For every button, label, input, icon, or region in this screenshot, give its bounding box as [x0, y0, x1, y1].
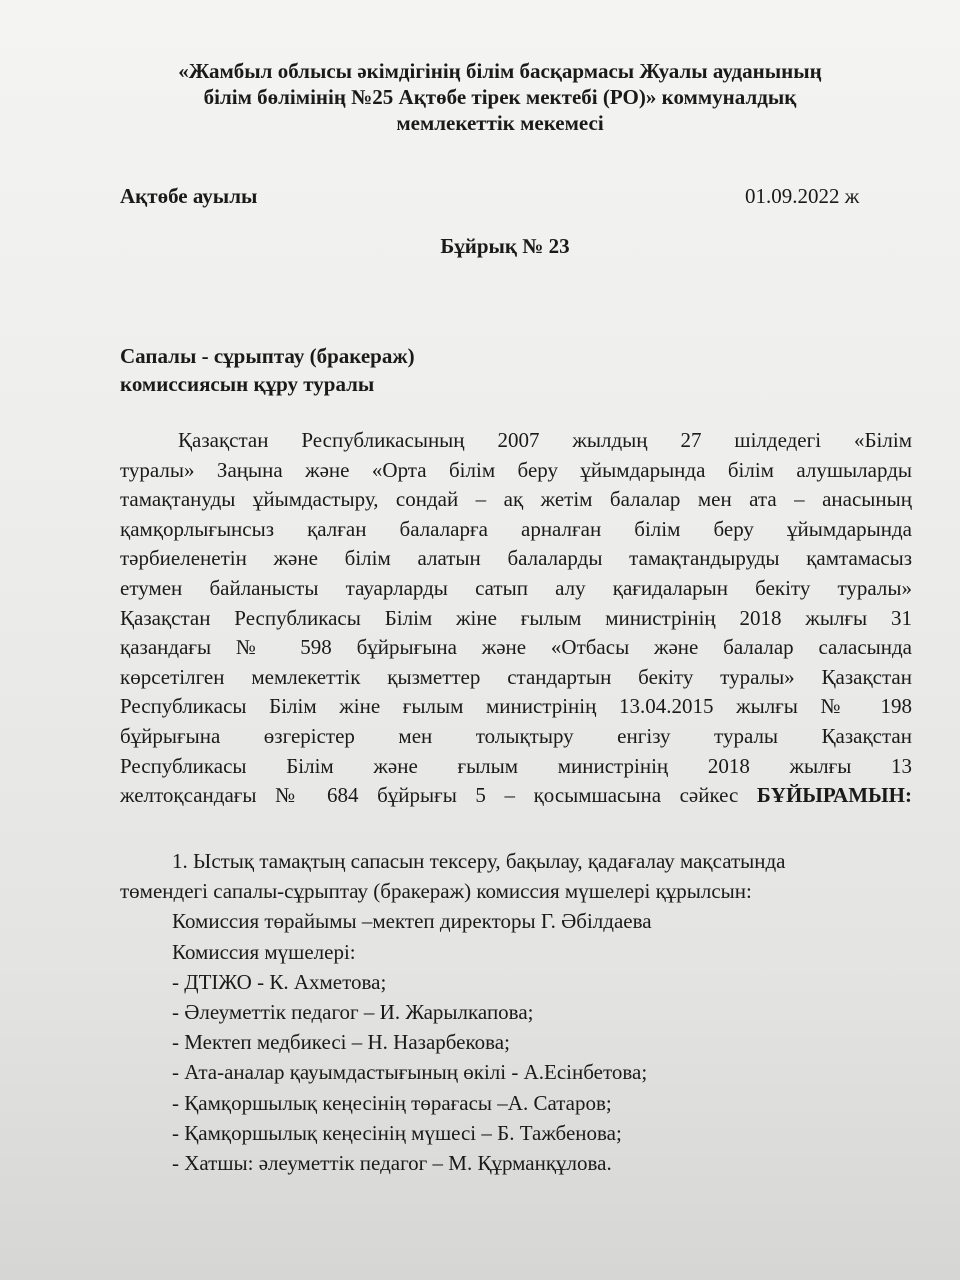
body-line: тәрбиеленетін және білім алатын балаларды тамақтандыруды қамтамасыз — [120, 546, 912, 571]
commission-chair: Комиссия төрайымы –мектеп директоры Г. Әбілдаева — [172, 909, 652, 934]
body-line: көрсетілген мемлекеттік қызметтер стандартын бекіту туралы» Қазақстан — [120, 664, 912, 689]
body-line: Республикасы Білім жіне ғылым министрінің 13.04.2015 жылғы № 198 — [120, 694, 912, 719]
subject-line-1: Сапалы - сұрыптау (бракераж) — [120, 344, 415, 368]
order-subject — [120, 342, 415, 398]
member-item: - Хатшы: әлеуметтік педагог – М. Құрманқұлова. — [172, 1150, 612, 1175]
body-line: Қазақстан Республикасының 2007 жылдың 27 шілдедегі «Білім — [178, 428, 912, 452]
place-name: Ақтөбе ауылы — [120, 184, 258, 208]
item-1-line-2: төмендегі сапалы-сұрыптау (бракераж) комиссия мүшелері құрылсын: — [120, 879, 752, 904]
order-date: 01.09.2022 ж — [745, 184, 860, 208]
body-line: Қазақстан Республикасы Білім жіне ғылым министрінің 2018 жылғы 31 — [120, 605, 912, 630]
institution-header — [110, 58, 890, 136]
header-line-3: мемлекеттік мекемесі — [396, 111, 604, 135]
body-line: Республикасы Білім және ғылым министрінің 2018 жылғы 13 — [120, 753, 912, 778]
body-line: туралы» Заңына және «Орта білім беру ұйымдарында білім алушыларды — [120, 457, 912, 482]
header-line-1: «Жамбыл облысы әкімдігінің білім басқармасы Жуалы ауданының — [178, 59, 822, 83]
member-item: - Әлеуметтік педагог – И. Жарылкапова; — [172, 999, 534, 1024]
item-1-line-1: 1. Ыстық тамақтың сапасын тексеру, бақылау, қадағалау мақсатында — [172, 849, 786, 873]
body-line: бұйрығына өзгерістер мен толықтыру енгізу туралы Қазақстан — [120, 723, 912, 748]
subject-line-2: комиссиясын құру туралы — [120, 372, 375, 396]
member-item: - Ата-аналар қауымдастығының өкілі - А.Есінбетова; — [172, 1060, 648, 1085]
body-last-text: желтоқсандағы № 684 бұйрығы 5 – қосымшасына сәйкес — [120, 783, 757, 808]
members-title: Комиссия мүшелері: — [172, 939, 356, 964]
member-item: - ДТІЖО - К. Ахметова; — [172, 969, 387, 994]
member-item: - Қамқоршылық кеңесінің мүшесі – Б. Тажбенова; — [172, 1120, 622, 1145]
body-line: қамқорлығынсыз қалған балаларға арналған білім беру ұйымдарында — [120, 516, 912, 541]
member-item: - Мектеп медбикесі – Н. Назарбекова; — [172, 1030, 510, 1055]
order-command: БҰЙЫРАМЫН: — [756, 783, 912, 808]
body-last-line — [120, 781, 912, 811]
header-line-2: білім бөлімінің №25 Ақтөбе тірек мектебі (РО)» коммуналдық — [203, 85, 797, 109]
body-line: тамақтануды ұйымдастыру, сондай – ақ жетім балалар мен ата – анасының — [120, 487, 912, 512]
member-item: - Қамқоршылық кеңесінің төрағасы –А. Сатаров; — [172, 1090, 612, 1115]
order-items — [120, 846, 920, 1178]
body-line: қазандағы № 598 бұйрығына және «Отбасы және балалар саласында — [120, 635, 912, 660]
body-line: етумен байланысты тауарларды сатып алу қағидаларын бекіту туралы» — [120, 575, 912, 600]
order-title: Бұйрық № 23 — [440, 234, 570, 258]
order-body — [120, 426, 912, 811]
